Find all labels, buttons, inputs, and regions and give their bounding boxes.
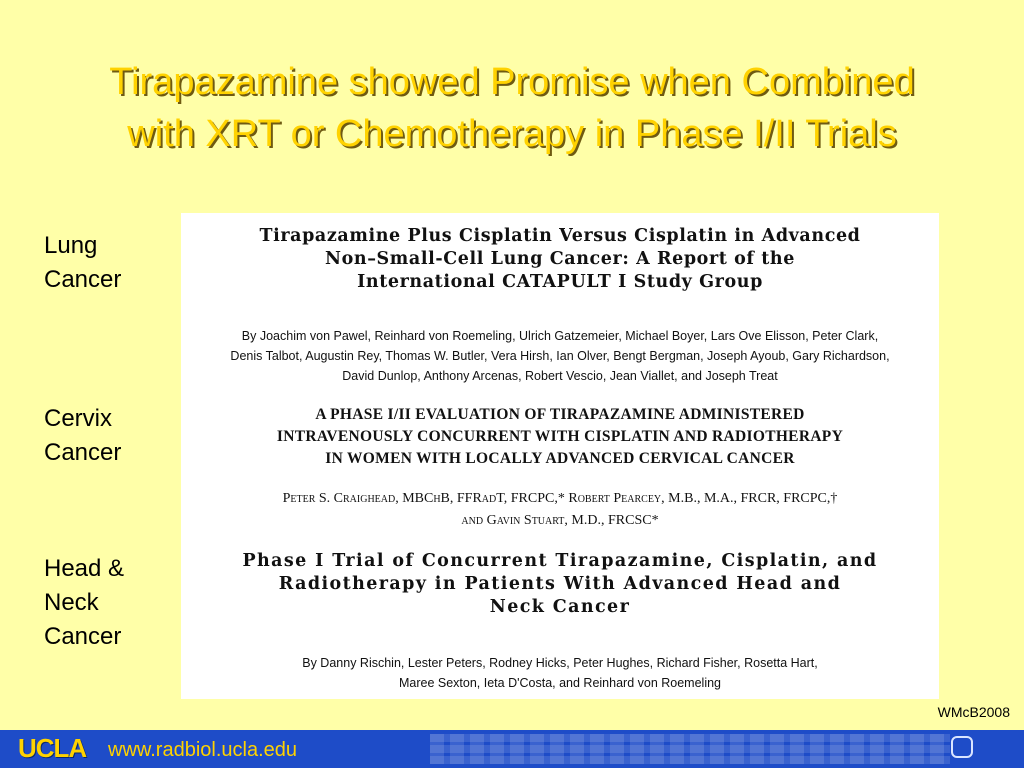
paper-hn-authors-line-1: By Danny Rischin, Lester Peters, Rodney Hicks, Peter Hughes, Richard Fisher, Rosetta Hart, (302, 656, 818, 670)
label-hn-line-3: Cancer (44, 623, 122, 650)
slide-title-line-1: Tirapazamine showed Promise when Combined (109, 61, 915, 103)
label-head-neck-cancer (44, 552, 124, 654)
label-cervix-line-1: Cervix (44, 405, 113, 432)
paper-lung-title (181, 225, 939, 294)
watermark-text: WMcB2008 (937, 704, 1010, 720)
slide-title-line-2: with XRT or Chemotherapy in Phase I/II Trials (127, 113, 897, 155)
label-lung-line-1: Lung (44, 232, 98, 259)
paper-clipping-cervix (181, 398, 939, 538)
paper-cervix-title-line-2: INTRAVENOUSLY CONCURRENT WITH CISPLATIN AND RADIOTHERAPY (276, 428, 844, 445)
paper-lung-authors-line-2: Denis Talbot, Augustin Rey, Thomas W. Butler, Vera Hirsh, Ian Olver, Bengt Bergman, Joseph Ayoub, Gary Richardson, (230, 349, 890, 363)
footer-pattern (430, 734, 950, 764)
label-hn-line-2: Neck (44, 589, 99, 616)
paper-lung-authors (193, 326, 927, 386)
paper-lung-title-line-3: International CATAPULT I Study Group (357, 272, 763, 292)
paper-cervix-authors-line-2: and Gavin Stuart, M.D., FRCSC* (461, 513, 659, 528)
paper-hn-authors (181, 653, 939, 693)
label-cervix-line-2: Cancer (44, 439, 122, 466)
paper-cervix-title-line-1: A PHASE I/II EVALUATION OF TIRAPAZAMINE ADMINISTERED (315, 406, 805, 423)
footer-bar (0, 730, 1024, 768)
label-hn-line-1: Head & (44, 555, 125, 582)
paper-hn-title-line-3: Neck Cancer (489, 597, 631, 617)
paper-clipping-lung (181, 213, 939, 398)
label-lung-cancer (44, 229, 121, 297)
paper-lung-title-line-2: Non–Small-Cell Lung Cancer: A Report of the (325, 249, 795, 269)
paper-lung-authors-line-1: By Joachim von Pawel, Reinhard von Roemeling, Ulrich Gatzemeier, Michael Boyer, Lars Ove Elisson, Peter Clark, (241, 329, 879, 343)
paper-cervix-title (181, 404, 939, 470)
paper-cervix-authors-line-1: Peter S. Craighead, MBChB, FFRadT, FRCPC,* Robert Pearcey, M.B., M.A., FRCR, FRCPC,† (282, 491, 838, 506)
paper-cervix-authors (181, 488, 939, 532)
paper-clipping-head-neck (181, 538, 939, 699)
paper-lung-title-line-1: Tirapazamine Plus Cisplatin Versus Cisplatin in Advanced (259, 226, 861, 246)
paper-hn-title (181, 550, 939, 619)
paper-cervix-title-line-3: IN WOMEN WITH LOCALLY ADVANCED CERVICAL CANCER (325, 450, 795, 467)
label-lung-line-2: Cancer (44, 266, 122, 293)
paper-hn-title-line-1: Phase I Trial of Concurrent Tirapazamine, Cisplatin, and (242, 551, 878, 571)
slide-title (0, 56, 1024, 160)
paper-hn-authors-line-2: Maree Sexton, Ieta D'Costa, and Reinhard von Roemeling (398, 676, 721, 690)
rounded-square-icon[interactable] (951, 736, 973, 758)
label-cervix-cancer (44, 402, 121, 470)
paper-lung-authors-line-3: David Dunlop, Anthony Arcenas, Robert Vescio, Jean Viallet, and Joseph Treat (342, 369, 778, 383)
ucla-logo: UCLA (18, 733, 87, 763)
paper-hn-title-line-2: Radiotherapy in Patients With Advanced Head and (278, 574, 842, 594)
footer-url-link[interactable]: www.radbiol.ucla.edu (108, 739, 297, 761)
